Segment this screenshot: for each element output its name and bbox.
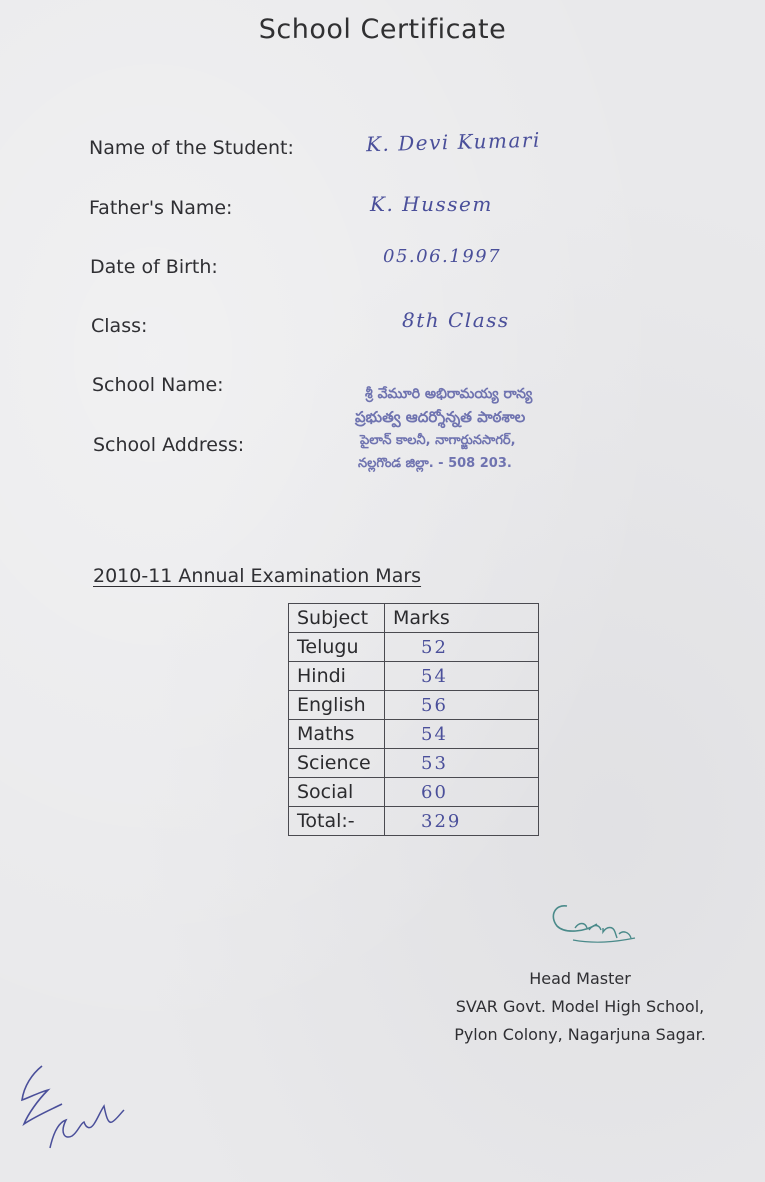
marks-cell: 56 xyxy=(385,691,539,720)
marks-table xyxy=(288,603,539,836)
stamp-line: ప్రభుత్వ ఆదర్శోన్నత పాఠశాల xyxy=(355,408,526,426)
stamp-line: నల్లగొండ జిల్లా. - 508 203. xyxy=(358,456,512,471)
father-name-value: K. Hussem xyxy=(370,192,493,216)
stamp-line: పైలాన్ కాలనీ, నాగార్జునసాగర్, xyxy=(360,433,516,448)
signatory-block xyxy=(430,965,730,1049)
school-name-label: School Name: xyxy=(92,374,224,396)
table-header-row xyxy=(289,604,539,633)
table-row xyxy=(289,691,539,720)
stamp-line: శ్రీ వేమూరి అభిరామయ్య రాన్య xyxy=(365,386,533,402)
page-title: School Certificate xyxy=(258,14,507,45)
signatory-title: Head Master xyxy=(529,969,631,988)
bottom-signature xyxy=(14,1060,134,1155)
subject-cell: English xyxy=(289,691,385,720)
subject-cell: Science xyxy=(289,749,385,778)
table-total-row xyxy=(289,807,539,836)
student-name-label: Name of the Student: xyxy=(89,137,294,159)
marks-cell: 54 xyxy=(385,720,539,749)
dob-label: Date of Birth: xyxy=(90,256,218,278)
exam-section-title: 2010-11 Annual Examination Mars xyxy=(93,565,422,587)
table-row xyxy=(289,749,539,778)
school-stamp xyxy=(355,383,615,475)
class-label: Class: xyxy=(91,315,148,337)
signatory-address: Pylon Colony, Nagarjuna Sagar. xyxy=(454,1025,706,1044)
marks-cell: 60 xyxy=(385,778,539,807)
total-label-cell: Total:- xyxy=(289,807,385,836)
headmaster-signature xyxy=(545,898,645,958)
subject-cell: Social xyxy=(289,778,385,807)
subject-cell: Telugu xyxy=(289,633,385,662)
marks-cell: 53 xyxy=(385,749,539,778)
school-address-label: School Address: xyxy=(93,434,245,456)
signatory-school: SVAR Govt. Model High School, xyxy=(455,997,705,1016)
student-name-value: K. Devi Kumari xyxy=(365,127,542,157)
marks-cell: 54 xyxy=(385,662,539,691)
dob-value: 05.06.1997 xyxy=(383,246,502,267)
subject-cell: Maths xyxy=(289,720,385,749)
table-row xyxy=(289,662,539,691)
table-row xyxy=(289,720,539,749)
header-subject: Subject xyxy=(289,604,385,633)
father-name-label: Father's Name: xyxy=(89,197,233,219)
table-row xyxy=(289,778,539,807)
subject-cell: Hindi xyxy=(289,662,385,691)
total-marks-cell: 329 xyxy=(385,807,539,836)
marks-cell: 52 xyxy=(385,633,539,662)
table-row xyxy=(289,633,539,662)
class-value: 8th Class xyxy=(402,308,510,332)
header-marks: Marks xyxy=(385,604,539,633)
